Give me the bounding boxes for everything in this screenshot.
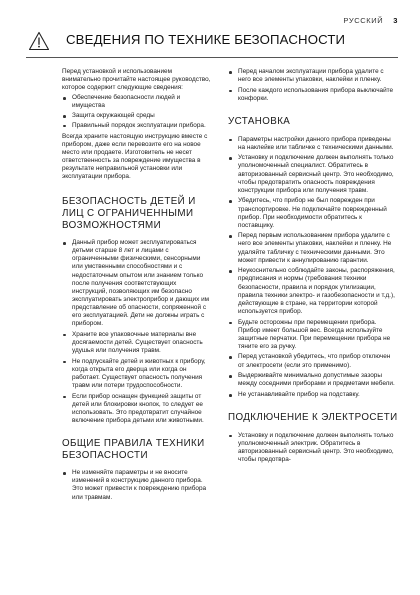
general-safety-heading: ОБЩИЕ ПРАВИЛА ТЕХНИКИ БЕЗОПАСНОСТИ xyxy=(62,438,205,461)
installation-heading: УСТАНОВКА xyxy=(228,115,291,127)
general-safety-list-right xyxy=(228,68,398,103)
list-item: Убедитесь, что прибор не был поврежден при транспортировке. Не подключайте поврежденный прибор. При необходимости обратитесь к поставщику. xyxy=(228,197,398,229)
list-item: Установку и подключение должен выполнять только уполномоченный электрик. Обратитесь в авторизованный сервисный центр. Это необходимо, чтобы предотвра- xyxy=(228,432,398,464)
child-safety-list xyxy=(62,239,212,425)
list-item: Храните все упаковочные материалы вне досягаемости детей. Существует опасность удушья или получения травм. xyxy=(62,331,212,355)
list-item: Не устанавливайте прибор на подставку. xyxy=(228,391,398,399)
list-item: Будьте осторожны при перемещении прибора. Прибор имеет большой вес. Всегда используйте защитные перчатки. При перемещении прибора не тяните его за ручку. xyxy=(228,319,398,351)
title-bar xyxy=(26,29,398,58)
intro-closing: Всегда храните настоящую инструкцию вместе с прибором, даже если перевозите его на новое место или продаете. Изготовитель не несет ответственность за повреждение имущества в результате неправильной установки или эксплуатации прибора. xyxy=(62,132,208,181)
list-item: Правильный порядок эксплуатации прибора. xyxy=(62,122,212,130)
list-item: Перед началом эксплуатации прибора удалите с него все элементы упаковки, наклейки и пленку. xyxy=(228,68,398,84)
list-item: Перед установкой убедитесь, что прибор отключен от электросети (если это применимо). xyxy=(228,353,398,369)
general-safety-list-left xyxy=(62,469,212,501)
electrical-heading: ПОДКЛЮЧЕНИЕ К ЭЛЕКТРОСЕТИ xyxy=(228,412,398,424)
warning-triangle-icon xyxy=(28,31,50,51)
list-item: Не изменяйте параметры и не вносите изменений в конструкцию данного прибора. Это может привести к повреждению прибора или травмам. xyxy=(62,469,212,501)
list-item: Данный прибор может эксплуатироваться детьми старше 8 лет и лицами с ограниченными физическими, сенсорными или умственными способностями и с недостаточным опытом или знанием только после получения соответствующих инструкций, позволяющих им безопасно эксплуатировать электроприбор и дающих им представление об опасности, сопряженной с его эксплуатацией. Дети не должны играть с прибором. xyxy=(62,239,212,328)
list-item: Параметры настройки данного прибора приведены на наклейке или табличке с техническими данными. xyxy=(228,136,398,152)
list-item: Неукоснительно соблюдайте законы, распоряжения, предписания и нормы (требования техники безопасности, правила и порядок утилизации, правила техники электро- и газобезопасности и т.д.), действующие в стране, на территории которой используется прибор. xyxy=(228,267,398,316)
list-item: Выдерживайте минимально допустимые зазоры между соседними приборами и предметами мебели. xyxy=(228,372,398,388)
page-number: 3 xyxy=(393,16,398,25)
child-safety-heading: БЕЗОПАСНОСТЬ ДЕТЕЙ И ЛИЦ С ОГРАНИЧЕННЫМИ ВОЗМОЖНОСТЯМИ xyxy=(62,196,196,231)
list-item: Если прибор оснащен функцией защиты от детей или блокировки кнопок, то следует ее использовать. Это предотвратит случайное включение прибора детьми или животными. xyxy=(62,393,212,425)
electrical-list xyxy=(228,432,398,464)
list-item: После каждого использования прибора выключайте конфорки. xyxy=(228,87,398,103)
list-item: Перед первым использованием прибора удалите с него все элементы упаковки, наклейки и пленку. Не удаляйте табличку с техническими данными. Это может привести к аннулированию гарантии. xyxy=(228,232,398,264)
right-column xyxy=(228,68,398,467)
intro-paragraph: Перед установкой и использованием внимательно прочитайте настоящее руководство, которое содержит следующие сведения: xyxy=(62,68,211,92)
list-item: Обеспечение безопасности людей и имущества xyxy=(62,94,212,110)
intro-list xyxy=(62,94,212,130)
installation-list xyxy=(228,136,398,400)
left-column xyxy=(62,68,212,504)
list-item: Установку и подключение должен выполнять только уполномоченный специалист. Обратитесь в авторизованный сервисный центр. Это необходимо, чтобы предотвратить опасность повреждения конструкции прибора или получения травм. xyxy=(228,154,398,194)
list-item: Не подпускайте детей и животных к прибору, когда открыта его дверца или когда он работает. Существует опасность получения травм или потери трудоспособности. xyxy=(62,358,212,390)
language-label: РУССКИЙ xyxy=(343,16,384,25)
page-title: СВЕДЕНИЯ ПО ТЕХНИКЕ БЕЗОПАСНОСТИ xyxy=(66,32,346,47)
list-item: Защита окружающей среды xyxy=(62,112,212,120)
page-header xyxy=(343,16,398,25)
